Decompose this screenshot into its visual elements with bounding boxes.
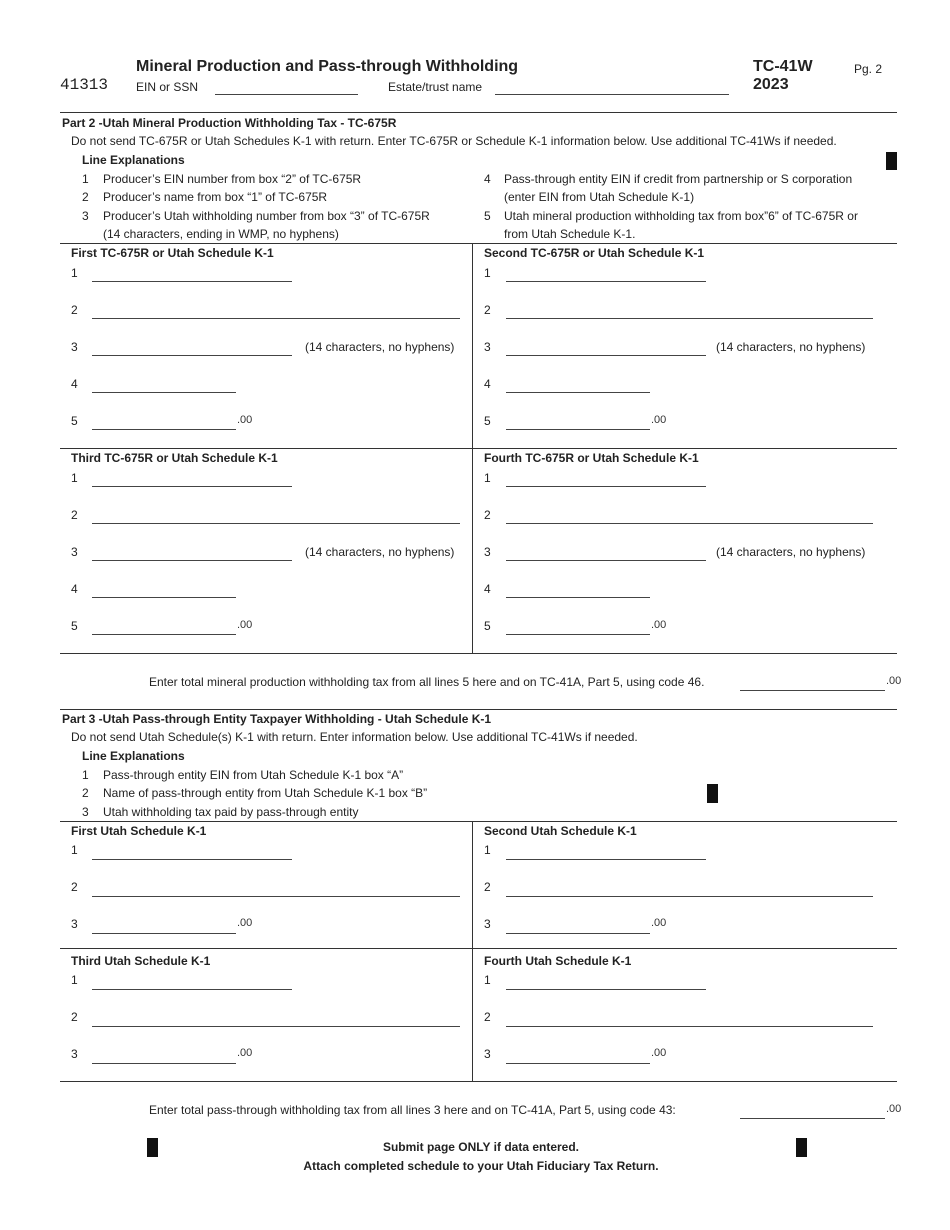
line-number: 1 [484, 471, 491, 485]
line-number: 1 [71, 973, 78, 987]
line-number: 2 [484, 1010, 491, 1024]
part3-section-title: First Utah Schedule K-1 [71, 824, 207, 838]
pte-ein-input[interactable] [92, 859, 292, 860]
line-number: 3 [484, 917, 491, 931]
line-number: 4 [484, 377, 491, 391]
line-number: 4 [71, 377, 78, 391]
line-number: 1 [71, 471, 78, 485]
line-number: 3 [71, 1047, 78, 1061]
part3-title: Part 3 -Utah Pass-through Entity Taxpayer Withholding - Utah Schedule K-1 [62, 712, 492, 726]
pte-ein-input[interactable] [506, 989, 706, 990]
line-number: 1 [484, 843, 491, 857]
line-number: 5 [484, 619, 491, 633]
withholding-tax-input[interactable] [92, 634, 236, 635]
page-number: Pg. 2 [854, 62, 883, 76]
producer-ein-input[interactable] [92, 281, 292, 282]
cents-label: .00 [237, 1047, 253, 1059]
chars-note: (14 characters, no hyphens) [305, 340, 455, 354]
part2-exp-num: 2 [82, 190, 89, 204]
pte-name-input[interactable] [92, 896, 460, 897]
line-number: 3 [71, 545, 78, 559]
estate-label: Estate/trust name [388, 80, 483, 94]
cents-label: .00 [651, 917, 667, 929]
cents-label: .00 [886, 1103, 902, 1115]
part2-grid-bottom [60, 653, 897, 654]
withholding-tax-input[interactable] [92, 429, 236, 430]
line-number: 1 [71, 843, 78, 857]
part2-exp-text: Producer’s name from box “1” of TC-675R [103, 190, 328, 204]
line-number: 2 [484, 880, 491, 894]
cents-label: .00 [651, 1047, 667, 1059]
part3-grid-vertical [472, 821, 473, 1082]
cents-label: .00 [651, 414, 667, 426]
part2-exp-text: Utah mineral production withholding tax from box”6” of TC-675R or [504, 209, 858, 223]
chars-note: (14 characters, no hyphens) [716, 545, 866, 559]
line-number: 2 [71, 508, 78, 522]
pass-through-ein-input[interactable] [92, 597, 236, 598]
utah-withholding-number-input[interactable] [506, 560, 706, 561]
part3-exp-text: Pass-through entity EIN from Utah Schedule K-1 box “A” [103, 768, 404, 782]
withholding-tax-input[interactable] [506, 634, 650, 635]
cents-label: .00 [651, 619, 667, 631]
form-year: 2023 [753, 76, 789, 93]
part3-grid-bottom [60, 1081, 897, 1082]
line-number: 3 [484, 340, 491, 354]
withholding-tax-input[interactable] [506, 429, 650, 430]
part3-section-title: Third Utah Schedule K-1 [71, 954, 211, 968]
footer-attach-note: Attach completed schedule to your Utah Fiduciary Tax Return. [303, 1159, 659, 1173]
chars-note: (14 characters, no hyphens) [305, 545, 455, 559]
part2-exp-text: Pass-through entity EIN if credit from partnership or S corporation [504, 172, 853, 186]
producer-name-input[interactable] [92, 318, 460, 319]
pass-through-ein-input[interactable] [92, 392, 236, 393]
part2-section-title: Second TC-675R or Utah Schedule K-1 [484, 246, 705, 260]
cents-label: .00 [886, 675, 902, 687]
part3-instructions: Do not send Utah Schedule(s) K-1 with return. Enter information below. Use additional TC-41Ws if needed. [71, 730, 638, 744]
pte-name-input[interactable] [506, 1026, 873, 1027]
form-code: 41313 [60, 76, 109, 94]
producer-ein-input[interactable] [92, 486, 292, 487]
pte-name-input[interactable] [92, 1026, 460, 1027]
line-number: 2 [484, 303, 491, 317]
part2-exp-num: 5 [484, 209, 491, 223]
part3-total-input[interactable] [740, 1118, 885, 1119]
line-number: 1 [71, 266, 78, 280]
part3-exp-num: 1 [82, 768, 89, 782]
producer-ein-input[interactable] [506, 281, 706, 282]
line-number: 5 [71, 414, 78, 428]
part3-exp-text: Utah withholding tax paid by pass-through entity [103, 805, 359, 819]
part3-section-title: Fourth Utah Schedule K-1 [484, 954, 632, 968]
part2-grid-middle [60, 448, 897, 449]
line-number: 5 [484, 414, 491, 428]
cents-label: .00 [237, 414, 253, 426]
ein-input[interactable] [215, 94, 358, 95]
cents-label: .00 [237, 619, 253, 631]
line-number: 1 [484, 266, 491, 280]
part3-line-explanations-title: Line Explanations [82, 749, 185, 763]
part2-exp-text: Producer’s Utah withholding number from box “3” of TC-675R [103, 209, 430, 223]
line-number: 1 [484, 973, 491, 987]
line-number: 4 [71, 582, 78, 596]
part2-grid-top [60, 243, 897, 244]
part3-exp-num: 3 [82, 805, 89, 819]
part2-exp-num: 1 [82, 172, 89, 186]
part2-section-title: Fourth TC-675R or Utah Schedule K-1 [484, 451, 699, 465]
line-number: 2 [71, 1010, 78, 1024]
page-title: Mineral Production and Pass-through Withholding [136, 58, 519, 75]
part2-title: Part 2 -Utah Mineral Production Withholding Tax - TC-675R [62, 116, 397, 130]
part2-exp-text: Producer’s EIN number from box “2” of TC-675R [103, 172, 362, 186]
part2-exp-text-cont: from Utah Schedule K-1. [504, 227, 636, 241]
producer-name-input[interactable] [506, 318, 873, 319]
line-number: 4 [484, 582, 491, 596]
pte-withholding-tax-input[interactable] [506, 933, 650, 934]
part2-section-title: First TC-675R or Utah Schedule K-1 [71, 246, 274, 260]
pte-name-input[interactable] [506, 896, 873, 897]
line-number: 2 [71, 880, 78, 894]
part3-section-title: Second Utah Schedule K-1 [484, 824, 637, 838]
part2-exp-num: 3 [82, 209, 89, 223]
line-number: 2 [71, 303, 78, 317]
line-number: 2 [484, 508, 491, 522]
line-number: 3 [71, 917, 78, 931]
cents-label: .00 [237, 917, 253, 929]
pte-withholding-tax-input[interactable] [92, 933, 236, 934]
part2-exp-text-cont: (enter EIN from Utah Schedule K-1) [504, 190, 695, 204]
part3-grid-top [60, 821, 897, 822]
part3-total-text: Enter total pass-through withholding tax from all lines 3 here and on TC-41A, Part 5, using code 43: [149, 1103, 676, 1117]
header-divider [60, 112, 897, 113]
utah-withholding-number-input[interactable] [506, 355, 706, 356]
pte-ein-input[interactable] [92, 989, 292, 990]
producer-name-input[interactable] [506, 523, 873, 524]
pass-through-ein-input[interactable] [506, 597, 650, 598]
line-number: 3 [71, 340, 78, 354]
producer-name-input[interactable] [92, 523, 460, 524]
part2-total-input[interactable] [740, 690, 885, 691]
estate-name-input[interactable] [495, 94, 729, 95]
pass-through-ein-input[interactable] [506, 392, 650, 393]
part2-instructions: Do not send TC-675R or Utah Schedules K-1 with return. Enter TC-675R or Schedule K-1 information below. Use additional TC-41Ws if needed. [71, 134, 837, 148]
part-divider [60, 709, 897, 710]
pte-ein-input[interactable] [506, 859, 706, 860]
pte-withholding-tax-input[interactable] [92, 1063, 236, 1064]
utah-withholding-number-input[interactable] [92, 355, 292, 356]
form-id: TC-41W [753, 58, 813, 75]
line-number: 5 [71, 619, 78, 633]
pte-withholding-tax-input[interactable] [506, 1063, 650, 1064]
ein-label: EIN or SSN [136, 80, 199, 94]
line-number: 3 [484, 545, 491, 559]
part2-total-text: Enter total mineral production withholding tax from all lines 5 here and on TC-41A, Part 5, using code 46. [149, 675, 705, 689]
part3-exp-num: 2 [82, 786, 89, 800]
chars-note: (14 characters, no hyphens) [716, 340, 866, 354]
part2-section-title: Third TC-675R or Utah Schedule K-1 [71, 451, 278, 465]
part2-exp-num: 4 [484, 172, 491, 186]
utah-withholding-number-input[interactable] [92, 560, 292, 561]
part2-line-explanations-title: Line Explanations [82, 153, 185, 167]
part3-grid-middle [60, 948, 897, 949]
producer-ein-input[interactable] [506, 486, 706, 487]
footer-submit-note: Submit page ONLY if data entered. [382, 1140, 580, 1154]
part3-exp-text: Name of pass-through entity from Utah Schedule K-1 box “B” [103, 786, 428, 800]
scan-mark [886, 152, 897, 170]
line-number: 3 [484, 1047, 491, 1061]
scan-mark [707, 784, 718, 803]
part2-exp-text-cont: (14 characters, ending in WMP, no hyphens) [103, 227, 339, 241]
